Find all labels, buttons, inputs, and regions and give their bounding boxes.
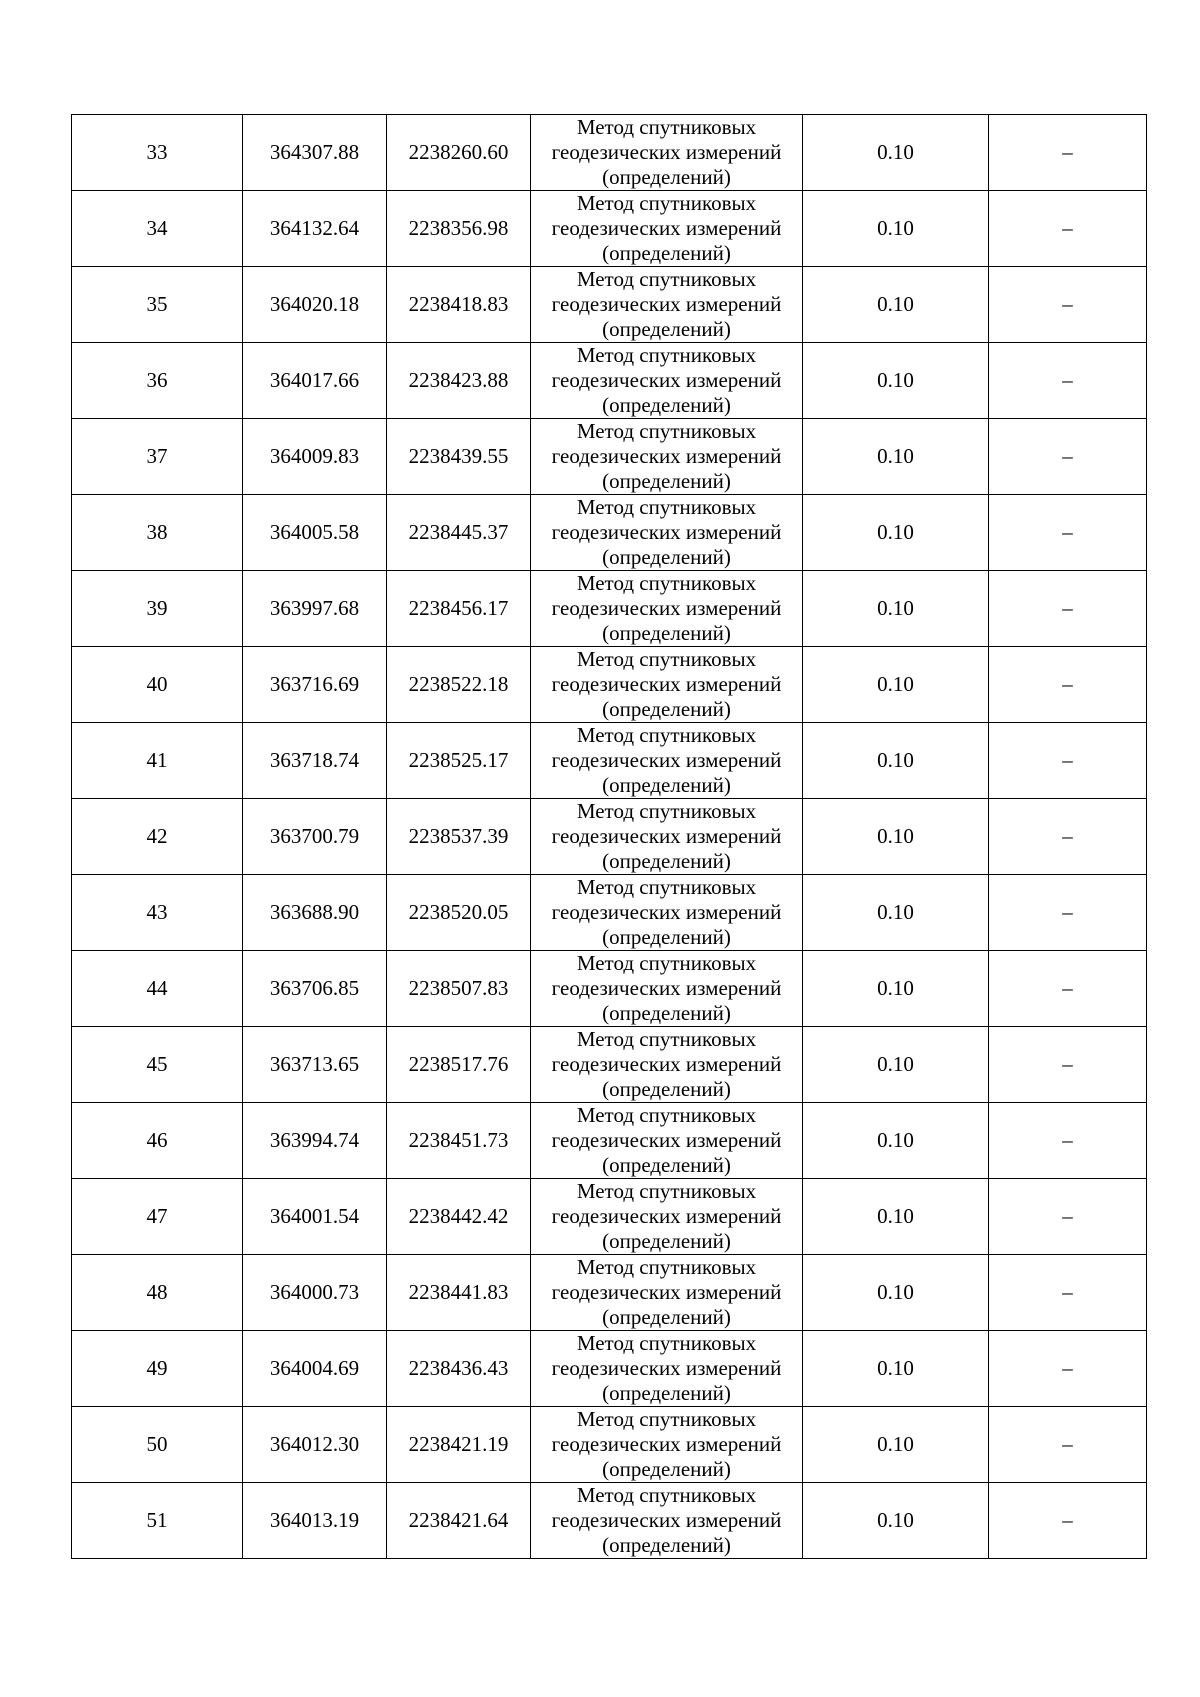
point-number-cell: 47 [72, 1179, 243, 1255]
table-row [72, 1331, 1147, 1407]
accuracy-cell: 0.10 [803, 1407, 989, 1483]
point-number-cell: 41 [72, 723, 243, 799]
description-cell: – [989, 571, 1147, 647]
accuracy-cell: 0.10 [803, 1103, 989, 1179]
point-number-cell: 44 [72, 951, 243, 1027]
table-row [72, 267, 1147, 343]
y-coordinate-cell: 2238421.19 [387, 1407, 531, 1483]
accuracy-cell: 0.10 [803, 1179, 989, 1255]
description-cell: – [989, 115, 1147, 191]
table-row [72, 875, 1147, 951]
method-cell [531, 495, 803, 571]
method-text: Метод спутниковых геодезических измерений (определений) [551, 1255, 782, 1329]
table-row [72, 1179, 1147, 1255]
method-text: Метод спутниковых геодезических измерений (определений) [551, 1103, 782, 1177]
method-text: Метод спутниковых геодезических измерений (определений) [551, 1331, 782, 1405]
x-coordinate-cell: 364000.73 [243, 1255, 387, 1331]
method-text: Метод спутниковых геодезических измерений (определений) [551, 1179, 782, 1253]
point-number-cell: 51 [72, 1483, 243, 1559]
accuracy-cell: 0.10 [803, 267, 989, 343]
y-coordinate-cell: 2238525.17 [387, 723, 531, 799]
x-coordinate-cell: 364004.69 [243, 1331, 387, 1407]
x-coordinate-cell: 363997.68 [243, 571, 387, 647]
method-cell [531, 571, 803, 647]
accuracy-cell: 0.10 [803, 571, 989, 647]
coordinates-table [71, 114, 1147, 1559]
y-coordinate-cell: 2238436.43 [387, 1331, 531, 1407]
description-cell: – [989, 1103, 1147, 1179]
description-cell: – [989, 1027, 1147, 1103]
y-coordinate-cell: 2238441.83 [387, 1255, 531, 1331]
description-cell: – [989, 1179, 1147, 1255]
x-coordinate-cell: 364009.83 [243, 419, 387, 495]
y-coordinate-cell: 2238442.42 [387, 1179, 531, 1255]
accuracy-cell: 0.10 [803, 647, 989, 723]
y-coordinate-cell: 2238439.55 [387, 419, 531, 495]
table-row [72, 115, 1147, 191]
method-cell [531, 951, 803, 1027]
y-coordinate-cell: 2238421.64 [387, 1483, 531, 1559]
table-row [72, 799, 1147, 875]
method-cell [531, 1407, 803, 1483]
y-coordinate-cell: 2238456.17 [387, 571, 531, 647]
method-cell [531, 1483, 803, 1559]
accuracy-cell: 0.10 [803, 875, 989, 951]
method-cell [531, 1027, 803, 1103]
point-number-cell: 40 [72, 647, 243, 723]
accuracy-cell: 0.10 [803, 1331, 989, 1407]
table-row [72, 419, 1147, 495]
description-cell: – [989, 1255, 1147, 1331]
y-coordinate-cell: 2238537.39 [387, 799, 531, 875]
method-cell [531, 647, 803, 723]
x-coordinate-cell: 363994.74 [243, 1103, 387, 1179]
point-number-cell: 48 [72, 1255, 243, 1331]
table-row [72, 343, 1147, 419]
method-text: Метод спутниковых геодезических измерений (определений) [551, 875, 782, 949]
y-coordinate-cell: 2238522.18 [387, 647, 531, 723]
method-cell [531, 1103, 803, 1179]
description-cell: – [989, 419, 1147, 495]
description-cell: – [989, 267, 1147, 343]
method-text: Метод спутниковых геодезических измерений (определений) [551, 723, 782, 797]
accuracy-cell: 0.10 [803, 343, 989, 419]
description-cell: – [989, 647, 1147, 723]
method-cell [531, 1255, 803, 1331]
description-cell: – [989, 875, 1147, 951]
y-coordinate-cell: 2238517.76 [387, 1027, 531, 1103]
point-number-cell: 36 [72, 343, 243, 419]
x-coordinate-cell: 363700.79 [243, 799, 387, 875]
y-coordinate-cell: 2238451.73 [387, 1103, 531, 1179]
table-row [72, 1255, 1147, 1331]
accuracy-cell: 0.10 [803, 799, 989, 875]
x-coordinate-cell: 363713.65 [243, 1027, 387, 1103]
y-coordinate-cell: 2238423.88 [387, 343, 531, 419]
accuracy-cell: 0.10 [803, 191, 989, 267]
y-coordinate-cell: 2238520.05 [387, 875, 531, 951]
point-number-cell: 34 [72, 191, 243, 267]
x-coordinate-cell: 363688.90 [243, 875, 387, 951]
description-cell: – [989, 495, 1147, 571]
description-cell: – [989, 1407, 1147, 1483]
method-text: Метод спутниковых геодезических измерений (определений) [551, 1027, 782, 1101]
table-row [72, 571, 1147, 647]
method-text: Метод спутниковых геодезических измерений (определений) [551, 343, 782, 417]
table-row [72, 191, 1147, 267]
description-cell: – [989, 723, 1147, 799]
table-row [72, 723, 1147, 799]
table-row [72, 495, 1147, 571]
accuracy-cell: 0.10 [803, 115, 989, 191]
x-coordinate-cell: 363706.85 [243, 951, 387, 1027]
method-text: Метод спутниковых геодезических измерений (определений) [551, 1483, 782, 1557]
table-row [72, 951, 1147, 1027]
point-number-cell: 39 [72, 571, 243, 647]
accuracy-cell: 0.10 [803, 1483, 989, 1559]
method-text: Метод спутниковых геодезических измерений (определений) [551, 419, 782, 493]
accuracy-cell: 0.10 [803, 951, 989, 1027]
point-number-cell: 37 [72, 419, 243, 495]
accuracy-cell: 0.10 [803, 495, 989, 571]
accuracy-cell: 0.10 [803, 1255, 989, 1331]
method-cell [531, 419, 803, 495]
x-coordinate-cell: 364132.64 [243, 191, 387, 267]
accuracy-cell: 0.10 [803, 419, 989, 495]
point-number-cell: 49 [72, 1331, 243, 1407]
x-coordinate-cell: 363716.69 [243, 647, 387, 723]
description-cell: – [989, 343, 1147, 419]
x-coordinate-cell: 363718.74 [243, 723, 387, 799]
point-number-cell: 38 [72, 495, 243, 571]
accuracy-cell: 0.10 [803, 1027, 989, 1103]
coordinates-table-body [72, 115, 1147, 1559]
x-coordinate-cell: 364307.88 [243, 115, 387, 191]
table-row [72, 1103, 1147, 1179]
y-coordinate-cell: 2238418.83 [387, 267, 531, 343]
point-number-cell: 35 [72, 267, 243, 343]
description-cell: – [989, 799, 1147, 875]
method-cell [531, 723, 803, 799]
table-row [72, 1407, 1147, 1483]
x-coordinate-cell: 364017.66 [243, 343, 387, 419]
method-text: Метод спутниковых геодезических измерений (определений) [551, 191, 782, 265]
y-coordinate-cell: 2238445.37 [387, 495, 531, 571]
x-coordinate-cell: 364013.19 [243, 1483, 387, 1559]
y-coordinate-cell: 2238507.83 [387, 951, 531, 1027]
method-text: Метод спутниковых геодезических измерений (определений) [551, 1407, 782, 1481]
method-cell [531, 343, 803, 419]
x-coordinate-cell: 364005.58 [243, 495, 387, 571]
x-coordinate-cell: 364012.30 [243, 1407, 387, 1483]
point-number-cell: 33 [72, 115, 243, 191]
method-text: Метод спутниковых геодезических измерений (определений) [551, 115, 782, 189]
point-number-cell: 45 [72, 1027, 243, 1103]
method-cell [531, 1179, 803, 1255]
method-cell [531, 191, 803, 267]
point-number-cell: 42 [72, 799, 243, 875]
method-text: Метод спутниковых геодезических измерений (определений) [551, 951, 782, 1025]
accuracy-cell: 0.10 [803, 723, 989, 799]
point-number-cell: 50 [72, 1407, 243, 1483]
method-text: Метод спутниковых геодезических измерений (определений) [551, 799, 782, 873]
point-number-cell: 46 [72, 1103, 243, 1179]
point-number-cell: 43 [72, 875, 243, 951]
description-cell: – [989, 1483, 1147, 1559]
table-row [72, 647, 1147, 723]
method-cell [531, 799, 803, 875]
method-cell [531, 267, 803, 343]
y-coordinate-cell: 2238260.60 [387, 115, 531, 191]
table-row [72, 1027, 1147, 1103]
y-coordinate-cell: 2238356.98 [387, 191, 531, 267]
method-cell [531, 875, 803, 951]
description-cell: – [989, 951, 1147, 1027]
x-coordinate-cell: 364020.18 [243, 267, 387, 343]
method-cell [531, 1331, 803, 1407]
method-text: Метод спутниковых геодезических измерений (определений) [551, 495, 782, 569]
table-row [72, 1483, 1147, 1559]
method-text: Метод спутниковых геодезических измерений (определений) [551, 267, 782, 341]
description-cell: – [989, 1331, 1147, 1407]
method-cell [531, 115, 803, 191]
description-cell: – [989, 191, 1147, 267]
x-coordinate-cell: 364001.54 [243, 1179, 387, 1255]
method-text: Метод спутниковых геодезических измерений (определений) [551, 647, 782, 721]
method-text: Метод спутниковых геодезических измерений (определений) [551, 571, 782, 645]
